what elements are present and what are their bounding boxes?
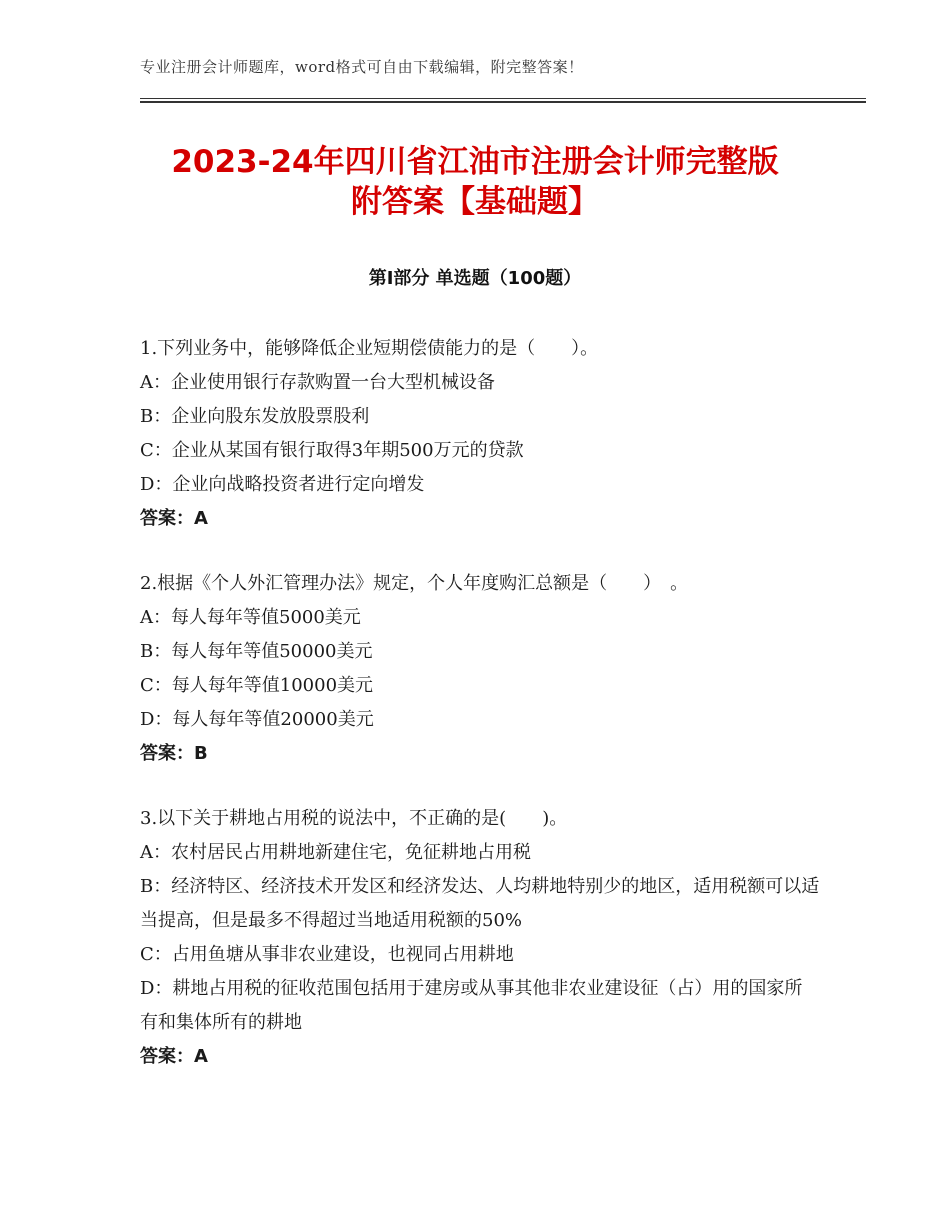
answer-text: 答案：A bbox=[140, 508, 208, 529]
document-title-line-2: 附答案【基础题】 bbox=[351, 184, 599, 220]
answer-text: 答案：A bbox=[140, 1046, 208, 1067]
header-divider bbox=[140, 98, 866, 99]
document-title-line-1: 2023-24年四川省江油市注册会计师完整版 bbox=[171, 144, 779, 180]
section-title: 第Ⅰ部分 单选题（100题） bbox=[368, 268, 582, 289]
option-c: C：每人每年等值10000美元 bbox=[140, 675, 374, 696]
option-a: A：每人每年等值5000美元 bbox=[140, 607, 361, 628]
question-stem: 2.根据《个人外汇管理办法》规定，个人年度购汇总额是（ ） 。 bbox=[140, 573, 689, 594]
document-title bbox=[140, 142, 810, 222]
question-stem: 3.以下关于耕地占用税的说法中，不正确的是( )。 bbox=[140, 808, 568, 829]
answer-text: 答案：B bbox=[140, 743, 208, 764]
header-divider-thick bbox=[140, 101, 866, 103]
option-a: A：企业使用银行存款购置一台大型机械设备 bbox=[140, 372, 495, 393]
question-3 bbox=[140, 802, 820, 1074]
question-stem: 1.下列业务中，能够降低企业短期偿债能力的是（ ）。 bbox=[140, 338, 599, 359]
question-1 bbox=[140, 332, 820, 536]
option-c: C：占用鱼塘从事非农业建设，也视同占用耕地 bbox=[140, 944, 514, 965]
option-b: B：经济特区、经济技术开发区和经济发达、人均耕地特别少的地区，适用税额可以适当提高，但是最多不得超过当地适用税额的50% bbox=[140, 876, 820, 931]
option-b: B：企业向股东发放股票股利 bbox=[140, 406, 370, 427]
option-d: D：企业向战略投资者进行定向增发 bbox=[140, 474, 425, 495]
option-b: B：每人每年等值50000美元 bbox=[140, 641, 373, 662]
option-d: D：耕地占用税的征收范围包括用于建房或从事其他非农业建设征（占）用的国家所有和集体所有的耕地 bbox=[140, 978, 803, 1033]
option-c: C：企业从某国有银行取得3年期500万元的贷款 bbox=[140, 440, 524, 461]
question-2 bbox=[140, 567, 820, 771]
question-list bbox=[140, 332, 820, 1105]
option-a: A：农村居民占用耕地新建住宅，免征耕地占用税 bbox=[140, 842, 531, 863]
page-header-text: 专业注册会计师题库，word格式可自由下载编辑，附完整答案！ bbox=[140, 58, 584, 76]
option-d: D：每人每年等值20000美元 bbox=[140, 709, 374, 730]
